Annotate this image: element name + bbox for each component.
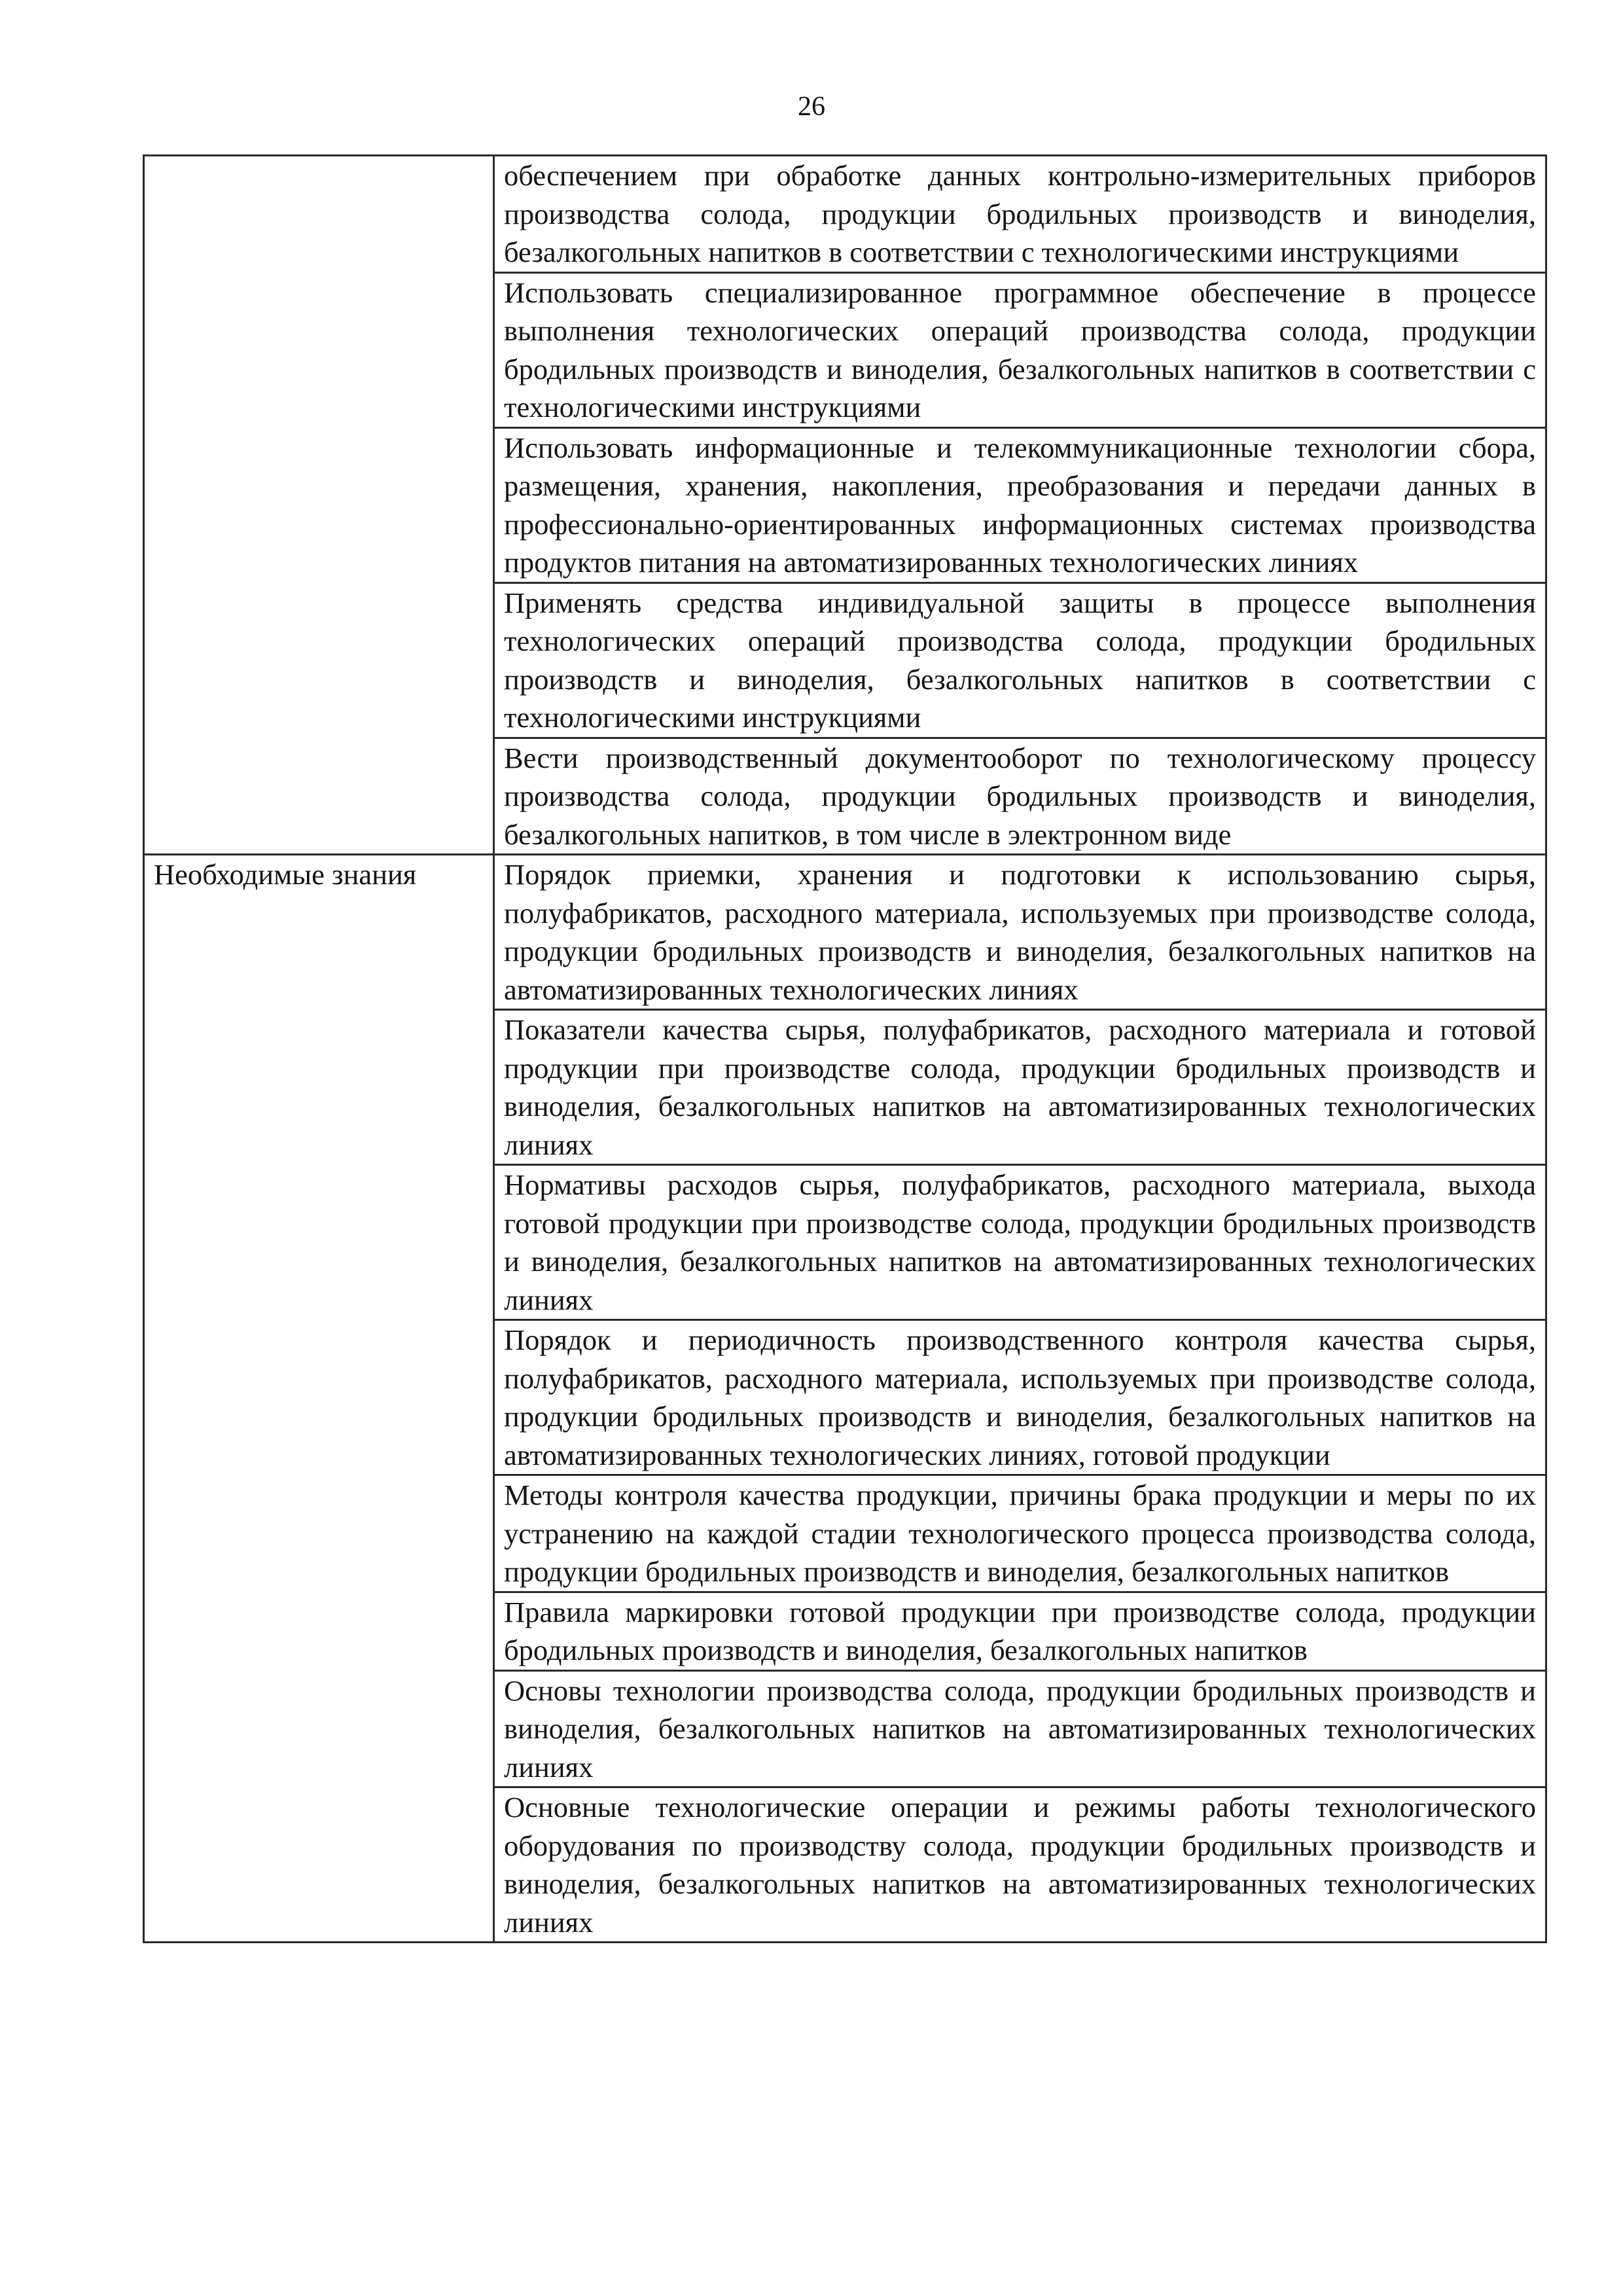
knowledge-item: Порядок приемки, хранения и подготовки к использованию сырья, полуфабрикатов, расходного материала, используемых при производстве солода, продукции бродильных производств и виноделия, безалкогольных напитков на автоматизированных технологических линиях [494,855,1546,1010]
knowledge-item: Методы контроля качества продукции, причины брака продукции и меры по их устранению на каждой стадии технологического процесса производства солода, продукции бродильных производств и виноделия, безалкогольных напитков [494,1475,1546,1592]
page-number: 26 [798,92,825,122]
skill-item: Использовать специализированное программное обеспечение в процессе выполнения технологических операций производства солода, продукции бродильных производств и виноделия, безалкогольных напитков в соответствии с технологическими инструкциями [494,272,1546,427]
knowledge-item: Правила маркировки готовой продукции при производстве солода, продукции бродильных производств и виноделия, безалкогольных напитков [494,1592,1546,1670]
skill-item: обеспечением при обработке данных контрольно-измерительных приборов производства солода, продукции бродильных производств и виноделия, безалкогольных напитков в соответствии с технологическими инструкциями [494,156,1546,273]
knowledge-label: Необходимые знания [144,855,494,1943]
knowledge-item: Основы технологии производства солода, продукции бродильных производств и виноделия, безалкогольных напитков на автоматизированных технологических линиях [494,1670,1546,1787]
knowledge-item: Показатели качества сырья, полуфабрикатов, расходного материала и готовой продукции при производстве солода, продукции бродильных производств и виноделия, безалкогольных напитков на автоматизированных технологических линиях [494,1010,1546,1165]
skill-item: Применять средства индивидуальной защиты в процессе выполнения технологических операций производства солода, продукции бродильных производств и виноделия, безалкогольных напитков в соответствии с технологическими инструкциями [494,583,1546,738]
knowledge-item: Основные технологические операции и режимы работы технологического оборудования по производству солода, продукции бродильных производств и виноделия, безалкогольных напитков на автоматизированных технологических линиях [494,1787,1546,1943]
knowledge-item: Нормативы расходов сырья, полуфабрикатов, расходного материала, выхода готовой продукции при производстве солода, продукции бродильных производств и виноделия, безалкогольных напитков на автоматизированных технологических линиях [494,1165,1546,1320]
skills-label-cell [144,156,494,855]
skill-item: Использовать информационные и телекоммуникационные технологии сбора, размещения, хранения, накопления, преобразования и передачи данных в профессионально-ориентированных информационных системах производства продуктов питания на автоматизированных технологических линиях [494,427,1546,583]
table-row [144,156,1546,273]
knowledge-item: Порядок и периодичность производственного контроля качества сырья, полуфабрикатов, расходного материала, используемых при производстве солода, продукции бродильных производств и виноделия, безалкогольных напитков на автоматизированных технологических линиях, готовой продукции [494,1320,1546,1475]
requirements-table [143,154,1547,1943]
table-row [144,855,1546,1010]
skill-item: Вести производственный документооборот по технологическому процессу производства солода, продукции бродильных производств и виноделия, безалкогольных напитков, в том числе в электронном виде [494,738,1546,855]
